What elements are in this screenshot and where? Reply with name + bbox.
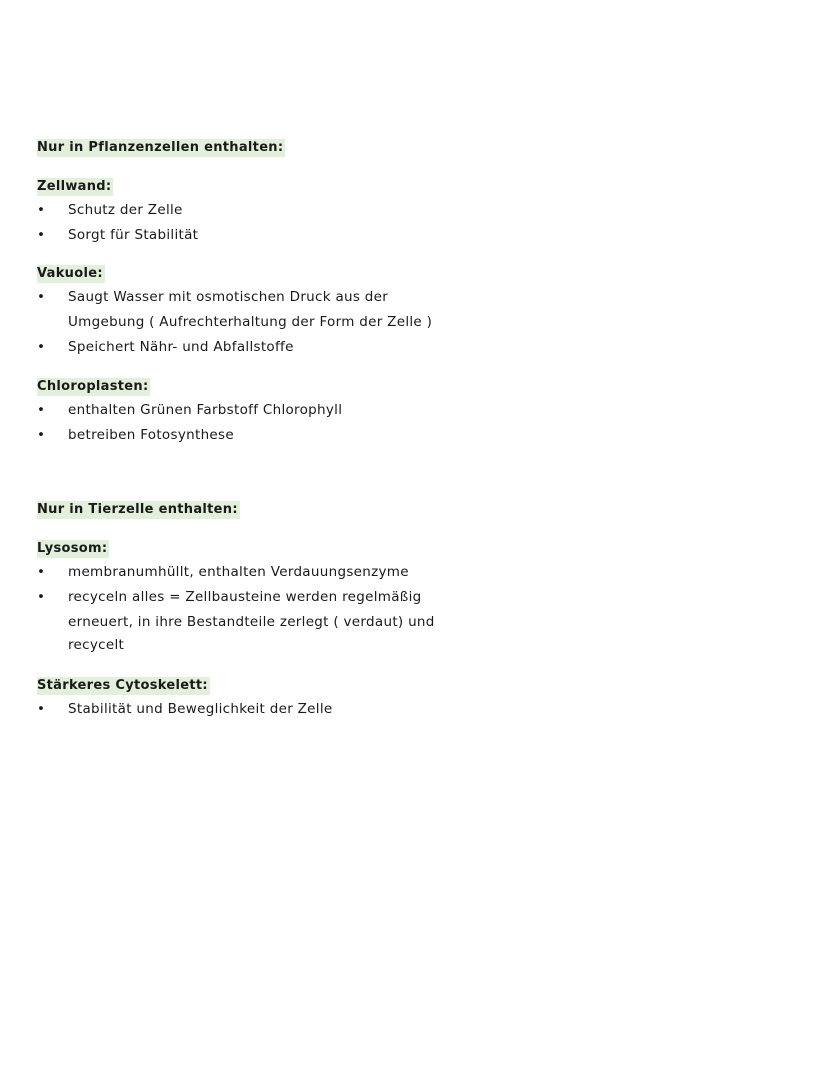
list-item: • Speichert Nähr- und Abfallstoffe [37,335,432,360]
list-item: • Schutz der Zelle [37,198,198,223]
section-chloroplasten [37,374,342,448]
plant-cells-title: Nur in Pflanzenzellen enthalten: [37,140,284,155]
section-heading: Lysosom: [37,541,108,556]
section-heading: Vakuole: [37,266,103,281]
bullet-icon: • [37,339,46,355]
bullet-icon: • [37,701,46,717]
bullet-icon: • [37,564,46,580]
list-item: • membranumhüllt, enthalten Verdauungsenzyme [37,560,435,585]
section-vakuole [37,261,432,360]
section-cytoskelett [37,673,333,722]
list-item: • betreiben Fotosynthese [37,423,342,448]
bullet-icon: • [37,289,46,305]
list-item: • recyceln alles = Zellbausteine werden regelmäßig erneuert, in ihre Bestandteile zerlegt ( verdaut) und recycelt [37,585,435,655]
bullet-icon: • [37,402,46,418]
list-item: • Sorgt für Stabilität [37,223,198,248]
section-heading: Chloroplasten: [37,379,149,394]
bullet-icon: • [37,202,46,218]
section-lysosom [37,536,435,655]
list-item: • Stabilität und Beweglichkeit der Zelle [37,697,333,722]
list-item: • enthalten Grünen Farbstoff Chlorophyll [37,398,342,423]
section-heading: Stärkeres Cytoskelett: [37,678,208,693]
bullet-icon: • [37,427,46,443]
bullet-icon: • [37,227,46,243]
list-item: • Saugt Wasser mit osmotischen Druck aus der Umgebung ( Aufrechterhaltung der Form der Zelle ) [37,285,432,335]
animal-cells-title: Nur in Tierzelle enthalten: [37,502,238,517]
bullet-icon: • [37,589,46,605]
section-heading: Zellwand: [37,179,112,194]
section-zellwand [37,174,198,248]
